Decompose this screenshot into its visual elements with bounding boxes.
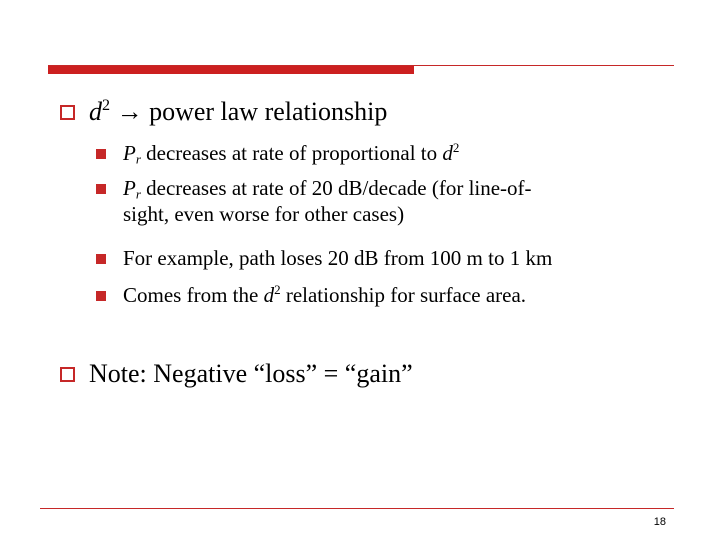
sub-bullet-label: Comes from the [123, 283, 264, 307]
bullet-power-law [60, 96, 387, 128]
sub-bullet-surface-area [96, 282, 526, 308]
sub-bullet-continuation: sight, even worse for other cases) [123, 202, 405, 226]
variable-p: P [123, 176, 136, 200]
sub-bullet-label: decreases at rate of proportional to [140, 141, 443, 165]
bullet-note-text: Note: Negative “loss” = “gain” [89, 359, 413, 388]
sub-bullet-label-end: relationship for surface area. [280, 283, 527, 307]
filled-square-bullet-icon [96, 254, 106, 264]
variable-d: d [263, 283, 275, 307]
subscript-r: r [135, 151, 141, 167]
filled-square-bullet-icon [96, 149, 106, 159]
bullet-note [60, 358, 413, 390]
hollow-square-bullet-icon [60, 367, 75, 382]
exponent: 2 [102, 97, 111, 115]
top-divider-accent-bar [48, 66, 414, 74]
variable-p: P [123, 141, 136, 165]
variable-d: d [442, 141, 453, 165]
filled-square-bullet-icon [96, 184, 106, 194]
footer-divider [40, 508, 674, 509]
sub-bullet-text [123, 282, 526, 308]
sub-bullet-proportional [96, 140, 459, 166]
bullet-power-law-text [89, 96, 387, 128]
exponent: 2 [274, 281, 281, 297]
sub-bullet-label: decreases at rate of 20 dB/decade (for line-of- [140, 176, 532, 200]
bullet-power-law-label: → power law relationship [110, 97, 388, 126]
exponent: 2 [452, 139, 460, 155]
sub-bullet-text [123, 140, 459, 166]
sub-bullet-example [96, 245, 552, 271]
page-number: 18 [653, 516, 666, 528]
subscript-r: r [135, 186, 141, 202]
sub-bullet-text: For example, path loses 20 dB from 100 m to 1 km [123, 246, 553, 270]
sub-bullet-decade [96, 175, 532, 227]
hollow-square-bullet-icon [60, 105, 75, 120]
variable-d: d [89, 97, 102, 126]
sub-bullet-text [123, 175, 532, 227]
filled-square-bullet-icon [96, 291, 106, 301]
